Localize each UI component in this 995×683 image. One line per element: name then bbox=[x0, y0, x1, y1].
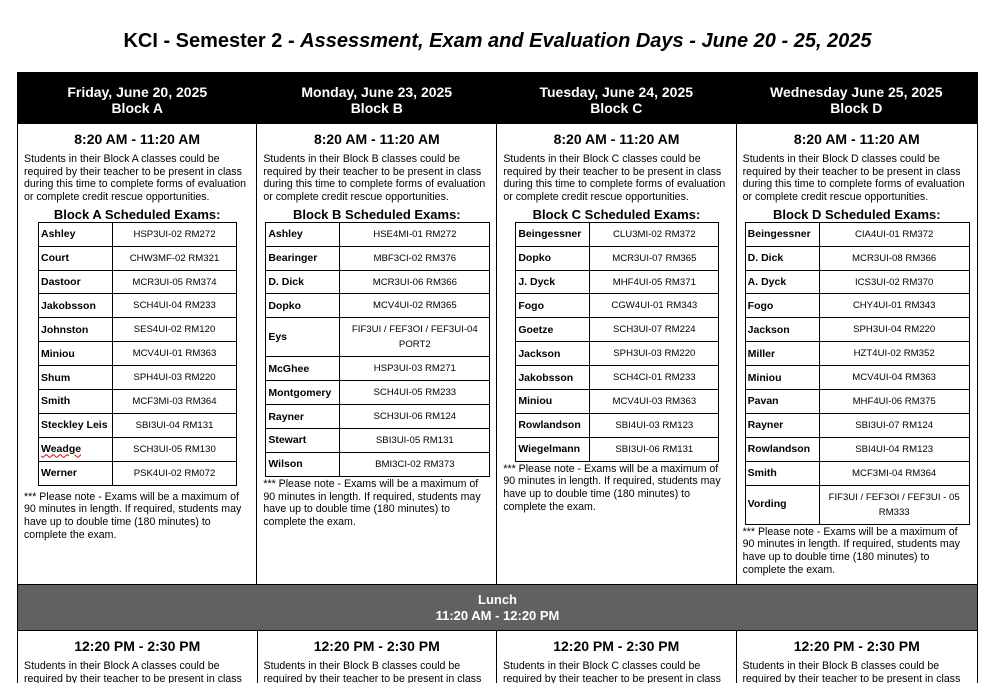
exam-row bbox=[516, 366, 719, 390]
exam-teacher: Stewart bbox=[266, 429, 340, 453]
session-description: Students in their Block B classes could be required by their teacher to be present in class bbox=[742, 660, 961, 683]
exam-note: *** Please note - Exams will be a maximum of 90 minutes in length. If required, students may have up to double time (180 minutes) to complete the exam. bbox=[263, 477, 481, 528]
lunch-label: Lunch bbox=[478, 591, 517, 607]
exam-row bbox=[266, 357, 490, 381]
exam-row bbox=[39, 270, 237, 294]
exam-row bbox=[745, 485, 969, 524]
exam-course: HZT4UI-02 RM352 bbox=[819, 342, 969, 366]
day-label: Monday, June 23, 2025 bbox=[301, 83, 453, 100]
exam-row bbox=[39, 390, 237, 414]
day-label: Tuesday, June 24, 2025 bbox=[539, 83, 694, 100]
exam-row bbox=[39, 246, 237, 270]
exam-course: SBI4UI-04 RM123 bbox=[819, 437, 969, 461]
exam-course: MCR3UI-07 RM365 bbox=[590, 246, 719, 270]
exam-course: SES4UI-02 RM120 bbox=[113, 318, 237, 342]
exam-course: SPH3UI-04 RM220 bbox=[819, 318, 969, 342]
day-column-c bbox=[497, 124, 736, 584]
exam-row bbox=[745, 461, 969, 485]
exam-teacher: Weadge bbox=[39, 437, 113, 461]
session-time: 8:20 AM - 11:20 AM bbox=[74, 131, 201, 147]
exam-course: SBI3UI-06 RM131 bbox=[590, 437, 719, 461]
exam-course: HSE4MI-01 RM272 bbox=[340, 222, 490, 246]
exam-teacher: Steckley Leis bbox=[39, 413, 113, 437]
exam-course: SPH4UI-03 RM220 bbox=[113, 366, 237, 390]
exam-teacher: Goetze bbox=[516, 318, 590, 342]
exam-row bbox=[745, 246, 969, 270]
morning-row bbox=[18, 124, 977, 585]
exam-row bbox=[39, 342, 237, 366]
exam-course: SPH3UI-03 RM220 bbox=[590, 342, 719, 366]
exam-course: ICS3UI-02 RM370 bbox=[819, 270, 969, 294]
exam-course: SCH3UI-07 RM224 bbox=[590, 318, 719, 342]
exam-row bbox=[516, 437, 719, 461]
exam-row bbox=[266, 294, 490, 318]
exam-course: CGW4UI-01 RM343 bbox=[590, 294, 719, 318]
exam-teacher: Jackson bbox=[516, 342, 590, 366]
exam-row bbox=[39, 318, 237, 342]
exam-table bbox=[745, 222, 970, 525]
exam-course: FIF3UI / FEF3OI / FEF3UI-04 PORT2 bbox=[340, 318, 490, 357]
exam-course: SCH3UI-05 RM130 bbox=[113, 437, 237, 461]
session-time: 8:20 AM - 11:20 AM bbox=[793, 131, 920, 147]
exam-course: MCR3UI-06 RM366 bbox=[340, 270, 490, 294]
session-description: Students in their Block D classes could be required by their teacher to be present in class during this time to complete forms of evaluation or complete credit rescue opportunities. bbox=[742, 153, 965, 204]
exam-teacher: Montgomery bbox=[266, 381, 340, 405]
day-header bbox=[497, 73, 737, 124]
pm-column-c bbox=[497, 631, 737, 683]
day-label: Wednesday June 25, 2025 bbox=[770, 83, 943, 100]
exam-course: HSP3UI-02 RM272 bbox=[113, 222, 237, 246]
exam-row bbox=[745, 390, 969, 414]
exam-course: SCH4UI-04 RM233 bbox=[113, 294, 237, 318]
exam-row bbox=[266, 318, 490, 357]
exam-row bbox=[516, 390, 719, 414]
scheduled-exams-title: Block A Scheduled Exams: bbox=[53, 206, 221, 222]
scheduled-exams-title: Block C Scheduled Exams: bbox=[532, 206, 701, 222]
session-time: 8:20 AM - 11:20 AM bbox=[313, 131, 440, 147]
exam-teacher: Bearinger bbox=[266, 246, 340, 270]
exam-row bbox=[266, 452, 490, 476]
exam-row bbox=[266, 246, 490, 270]
exam-row bbox=[39, 413, 237, 437]
exam-teacher: Beingessner bbox=[745, 222, 819, 246]
block-label: Block A bbox=[111, 99, 164, 116]
session-description: Students in their Block B classes could be required by their teacher to be present in class bbox=[263, 660, 482, 683]
exam-course: CHW3MF-02 RM321 bbox=[113, 246, 237, 270]
session-time: 12:20 PM - 2:30 PM bbox=[793, 638, 920, 654]
day-column-d bbox=[737, 124, 977, 584]
exam-teacher: Jakobsson bbox=[39, 294, 113, 318]
exam-row bbox=[745, 437, 969, 461]
session-time: 12:20 PM - 2:30 PM bbox=[74, 638, 201, 654]
day-label: Friday, June 20, 2025 bbox=[67, 83, 208, 100]
exam-table bbox=[265, 222, 490, 477]
exam-teacher: Dopko bbox=[266, 294, 340, 318]
exam-teacher: Wilson bbox=[266, 452, 340, 476]
exam-teacher: D. Dick bbox=[745, 246, 819, 270]
exam-teacher: Johnston bbox=[39, 318, 113, 342]
exam-teacher: Miller bbox=[745, 342, 819, 366]
exam-table bbox=[38, 222, 237, 486]
exam-course: SBI3UI-04 RM131 bbox=[113, 413, 237, 437]
exam-course: MCF3MI-04 RM364 bbox=[819, 461, 969, 485]
exam-course: MCR3UI-08 RM366 bbox=[819, 246, 969, 270]
exam-teacher: Rayner bbox=[266, 405, 340, 429]
exam-teacher: A. Dyck bbox=[745, 270, 819, 294]
exam-teacher: Wiegelmann bbox=[516, 437, 590, 461]
exam-row bbox=[266, 381, 490, 405]
exam-course: SCH4CI-01 RM233 bbox=[590, 366, 719, 390]
exam-teacher: Fogo bbox=[516, 294, 590, 318]
exam-course: MCF3MI-03 RM364 bbox=[113, 390, 237, 414]
exam-teacher: Ashley bbox=[266, 222, 340, 246]
exam-course: MCV4UI-02 RM365 bbox=[340, 294, 490, 318]
exam-row bbox=[516, 318, 719, 342]
title-italic: Assessment, Exam and Evaluation Days - June 20 - 25, 2025 bbox=[300, 30, 872, 52]
exam-course: SCH4UI-05 RM233 bbox=[340, 381, 490, 405]
exam-course: CHY4UI-01 RM343 bbox=[819, 294, 969, 318]
exam-course: MCV4UI-03 RM363 bbox=[590, 390, 719, 414]
exam-teacher: Miniou bbox=[745, 366, 819, 390]
session-time: 12:20 PM - 2:30 PM bbox=[313, 638, 440, 654]
day-header bbox=[258, 73, 498, 124]
exam-teacher: Pavan bbox=[745, 390, 819, 414]
exam-course: HSP3UI-03 RM271 bbox=[340, 357, 490, 381]
exam-row bbox=[745, 222, 969, 246]
exam-teacher: Miniou bbox=[39, 342, 113, 366]
exam-teacher: Jackson bbox=[745, 318, 819, 342]
exam-row bbox=[745, 366, 969, 390]
exam-table bbox=[515, 222, 719, 462]
exam-note: *** Please note - Exams will be a maximum of 90 minutes in length. If required, students may have up to double time (180 minutes) to complete the exam. bbox=[24, 490, 242, 541]
title-prefix: KCI - Semester 2 - bbox=[123, 30, 301, 52]
exam-teacher: Smith bbox=[39, 390, 113, 414]
exam-teacher: McGhee bbox=[266, 357, 340, 381]
exam-row bbox=[745, 342, 969, 366]
exam-teacher: Eys bbox=[266, 318, 340, 357]
session-description: Students in their Block C classes could be required by their teacher to be present in class during this time to complete forms of evaluation or complete credit rescue opportunities. bbox=[503, 153, 726, 204]
session-description: Students in their Block A classes could be required by their teacher to be present in class bbox=[24, 660, 242, 683]
exam-note: *** Please note - Exams will be a maximum of 90 minutes in length. If required, students may have up to double time (180 minutes) to complete the exam. bbox=[742, 525, 960, 576]
session-description: Students in their Block C classes could be required by their teacher to be present in class bbox=[503, 660, 721, 683]
exam-row bbox=[39, 366, 237, 390]
exam-course: CIA4UI-01 RM372 bbox=[819, 222, 969, 246]
exam-course: SBI3UI-07 RM124 bbox=[819, 413, 969, 437]
scheduled-exams-title: Block B Scheduled Exams: bbox=[293, 206, 461, 222]
scheduled-exams-title: Block D Scheduled Exams: bbox=[773, 206, 941, 222]
exam-row bbox=[266, 429, 490, 453]
exam-row bbox=[516, 222, 719, 246]
header-row bbox=[18, 73, 977, 124]
exam-row bbox=[39, 294, 237, 318]
session-description: Students in their Block A classes could be required by their teacher to be present in class during this time to complete forms of evaluation or complete credit rescue opportunities. bbox=[24, 153, 246, 204]
exam-row bbox=[745, 318, 969, 342]
exam-teacher: Vording bbox=[745, 485, 819, 524]
schedule-grid bbox=[17, 72, 978, 683]
session-time: 12:20 PM - 2:30 PM bbox=[553, 638, 680, 654]
exam-teacher: Ashley bbox=[39, 222, 113, 246]
pm-column-d bbox=[737, 631, 978, 683]
exam-teacher: Beingessner bbox=[516, 222, 590, 246]
exam-course: BMI3CI-02 RM373 bbox=[340, 452, 490, 476]
session-time: 8:20 AM - 11:20 AM bbox=[553, 131, 680, 147]
exam-row bbox=[266, 222, 490, 246]
day-header bbox=[18, 73, 258, 124]
day-header bbox=[737, 73, 978, 124]
day-column-b bbox=[257, 124, 497, 584]
exam-course: MBF3CI-02 RM376 bbox=[340, 246, 490, 270]
exam-teacher: D. Dick bbox=[266, 270, 340, 294]
exam-row bbox=[266, 270, 490, 294]
exam-course: MHF4UI-06 RM375 bbox=[819, 390, 969, 414]
exam-course: CLU3MI-02 RM372 bbox=[590, 222, 719, 246]
exam-teacher: Fogo bbox=[745, 294, 819, 318]
exam-row bbox=[516, 294, 719, 318]
exam-teacher: Shum bbox=[39, 366, 113, 390]
block-label: Block D bbox=[830, 99, 883, 116]
exam-teacher: Miniou bbox=[516, 390, 590, 414]
pm-column-a bbox=[18, 631, 258, 683]
exam-course: FIF3UI / FEF3OI / FEF3UI - 05 RM333 bbox=[819, 485, 969, 524]
exam-teacher: J. Dyck bbox=[516, 270, 590, 294]
exam-teacher: Court bbox=[39, 246, 113, 270]
exam-course: MCR3UI-05 RM374 bbox=[113, 270, 237, 294]
exam-row bbox=[745, 413, 969, 437]
exam-course: MHF4UI-05 RM371 bbox=[590, 270, 719, 294]
exam-teacher: Rayner bbox=[745, 413, 819, 437]
exam-course: PSK4UI-02 RM072 bbox=[113, 461, 237, 485]
lunch-time: 11:20 AM - 12:20 PM bbox=[435, 607, 560, 623]
exam-note: *** Please note - Exams will be a maximum of 90 minutes in length. If required, students may have up to double time (180 minutes) to complete the exam. bbox=[503, 462, 721, 513]
day-column-a bbox=[18, 124, 257, 584]
session-description: Students in their Block B classes could be required by their teacher to be present in class during this time to complete forms of evaluation or complete credit rescue opportunities. bbox=[263, 153, 486, 204]
exam-teacher: Werner bbox=[39, 461, 113, 485]
exam-row bbox=[516, 413, 719, 437]
exam-row bbox=[39, 437, 237, 461]
exam-row bbox=[516, 342, 719, 366]
page-title bbox=[0, 29, 995, 53]
afternoon-row bbox=[18, 631, 977, 683]
block-label: Block B bbox=[350, 99, 403, 116]
exam-row bbox=[266, 405, 490, 429]
exam-row bbox=[39, 461, 237, 485]
lunch-row bbox=[18, 585, 977, 631]
block-label: Block C bbox=[590, 99, 643, 116]
exam-course: MCV4UI-01 RM363 bbox=[113, 342, 237, 366]
exam-teacher: Dastoor bbox=[39, 270, 113, 294]
exam-teacher: Smith bbox=[745, 461, 819, 485]
exam-teacher: Jakobsson bbox=[516, 366, 590, 390]
exam-course: SCH3UI-06 RM124 bbox=[340, 405, 490, 429]
exam-row bbox=[745, 270, 969, 294]
exam-row bbox=[516, 246, 719, 270]
exam-course: SBI4UI-03 RM123 bbox=[590, 413, 719, 437]
exam-course: MCV4UI-04 RM363 bbox=[819, 366, 969, 390]
exam-teacher: Rowlandson bbox=[516, 413, 590, 437]
exam-teacher: Rowlandson bbox=[745, 437, 819, 461]
exam-row bbox=[39, 222, 237, 246]
exam-row bbox=[516, 270, 719, 294]
exam-row bbox=[745, 294, 969, 318]
exam-teacher: Dopko bbox=[516, 246, 590, 270]
pm-column-b bbox=[258, 631, 498, 683]
exam-course: SBI3UI-05 RM131 bbox=[340, 429, 490, 453]
